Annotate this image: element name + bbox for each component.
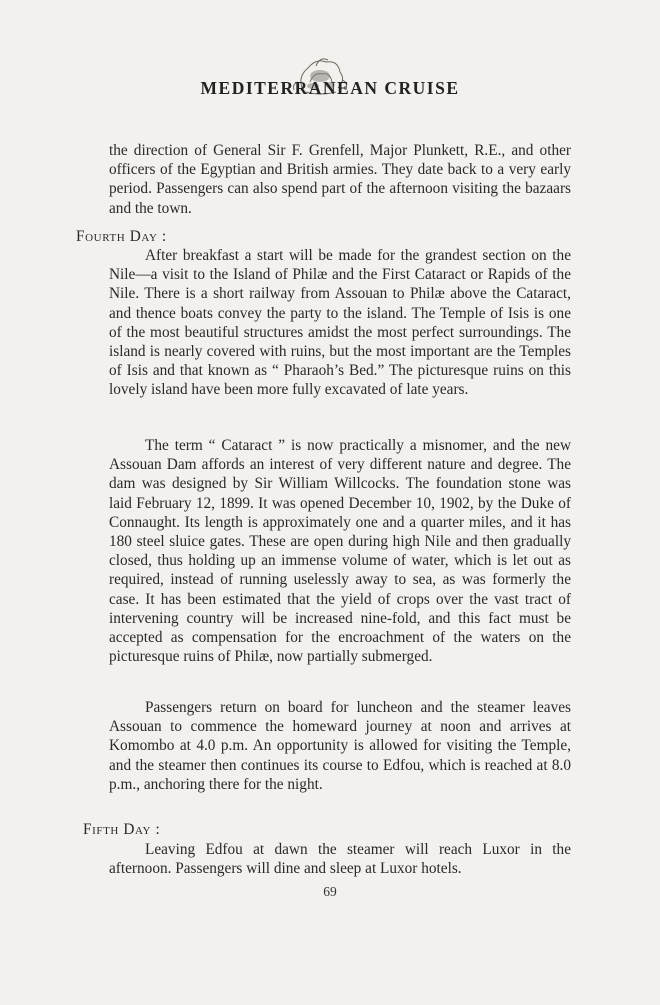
fourth-day-paragraph-dam: The term “ Cataract ” is now practically a misnomer, and the new Assouan Dam affords an interest of very different nature and degree. The dam was designed by Sir William Willcocks. The foundation stone was laid February 12, 1899. It was opened December 10, 1902, by the Duke of Connaught. Its length is approximately one and a quarter miles, and it has 180 steel sluice gates. These are open during high Nile and then gradually closed, thus holding up an immense volume of water, which is let out as required, instead of running uselessly away to sea, as was formerly the case. It has been estimated that the yield of crops over the vast tract of intervening country will be increased nine-fold, and this fact must be accepted as compensation for the encroachment of the waters on the picturesque ruins of Philæ, now partially submerged. (109, 437, 571, 666)
fourth-day-heading: Fourth Day : (76, 228, 167, 245)
page-number: 69 (323, 884, 337, 899)
page-header (0, 52, 660, 102)
fifth-day-paragraph: Leaving Edfou at dawn the steamer will reach Luxor in the afternoon. Passengers will dine and sleep at Luxor hotels. (109, 841, 571, 878)
fourth-day-paragraph-philae: After breakfast a start will be made for the grandest section on the Nile—a visit to the Island of Philæ and the First Cataract or Rapids of the Nile. There is a short railway from Assouan to Philæ above the Cataract, and thence boats convey the party to the island. The Temple of Isis is one of the most beautiful structures amidst the most perfect surroundings. The island is nearly covered with ruins, but the most important are the Temples of Isis and that known as “ Pharaoh’s Bed.” The picturesque ruins on this lovely island have been more fully excavated of late years. (109, 247, 571, 399)
fourth-day-paragraph-return: Passengers return on board for luncheon and the steamer leaves Assouan to commence the homeward journey at noon and arrives at Komombo at 4.0 p.m. An opportunity is allowed for visiting the Temple, and the steamer then continues its course to Edfou, which is reached at 8.0 p.m., anchoring there for the night. (109, 699, 571, 793)
fifth-day-heading: Fifth Day : (83, 821, 161, 838)
running-title: MEDITERRANEAN CRUISE (200, 78, 460, 98)
continued-paragraph: the direction of General Sir F. Grenfell, Major Plunkett, R.E., and other officers of the Egyptian and British armies. They date back to a very early period. Passengers can also spend part of the afternoon visiting the bazaars and the town. (109, 142, 571, 217)
